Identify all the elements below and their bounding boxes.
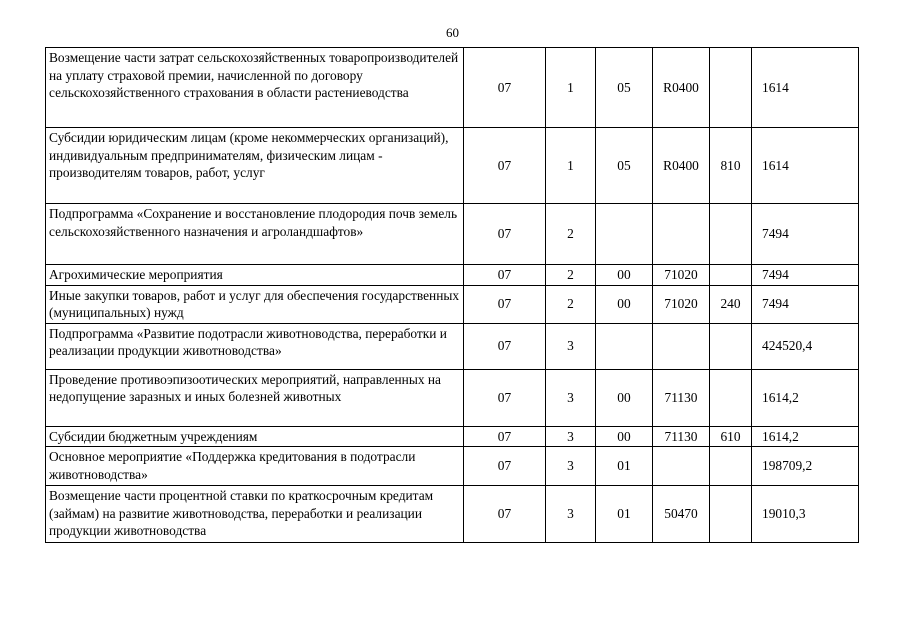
table-row (46, 426, 859, 447)
row-name: Возмещение части затрат сельскохозяйственных товаропроизводителей на уплату страховой премии, начисленной по договору сельскохозяйственного страхования в области растениеводства (46, 48, 464, 128)
target-article-code: 50470 (653, 486, 710, 543)
program-code: 00 (596, 285, 653, 323)
amount: 7494 (752, 265, 859, 286)
section-code: 07 (464, 265, 546, 286)
program-code: 05 (596, 48, 653, 128)
section-code: 07 (464, 128, 546, 204)
subsection-code: 1 (546, 128, 596, 204)
row-name: Подпрограмма «Развитие подотрасли животноводства, переработки и реализации продукции животноводства» (46, 323, 464, 369)
amount: 1614 (752, 48, 859, 128)
amount: 424520,4 (752, 323, 859, 369)
section-code: 07 (464, 447, 546, 486)
target-article-code: 71020 (653, 265, 710, 286)
subsection-code: 3 (546, 447, 596, 486)
subsection-code: 3 (546, 426, 596, 447)
amount: 7494 (752, 285, 859, 323)
row-name: Возмещение части процентной ставки по краткосрочным кредитам (займам) на развитие животноводства, переработки и реализации продукции животноводства (46, 486, 464, 543)
program-code (596, 204, 653, 265)
program-code (596, 323, 653, 369)
expense-type-code: 240 (710, 285, 752, 323)
expense-type-code (710, 486, 752, 543)
row-name: Проведение противоэпизоотических мероприятий, направленных на недопущение заразных и иных болезней животных (46, 369, 464, 426)
expense-type-code (710, 204, 752, 265)
program-code: 00 (596, 369, 653, 426)
table-row (46, 48, 859, 128)
expense-type-code (710, 48, 752, 128)
section-code: 07 (464, 369, 546, 426)
table-row (46, 447, 859, 486)
section-code: 07 (464, 486, 546, 543)
expense-type-code (710, 447, 752, 486)
expense-type-code: 610 (710, 426, 752, 447)
subsection-code: 2 (546, 285, 596, 323)
program-code: 00 (596, 265, 653, 286)
target-article-code: R0400 (653, 128, 710, 204)
subsection-code: 1 (546, 48, 596, 128)
amount: 19010,3 (752, 486, 859, 543)
amount: 1614,2 (752, 426, 859, 447)
target-article-code: 71130 (653, 426, 710, 447)
amount: 7494 (752, 204, 859, 265)
subsection-code: 3 (546, 323, 596, 369)
target-article-code: 71130 (653, 369, 710, 426)
table-row (46, 285, 859, 323)
target-article-code: R0400 (653, 48, 710, 128)
expense-type-code (710, 265, 752, 286)
row-name: Подпрограмма «Сохранение и восстановление плодородия почв земель сельскохозяйственного назначения и агроландшафтов» (46, 204, 464, 265)
target-article-code (653, 323, 710, 369)
row-name: Субсидии бюджетным учреждениям (46, 426, 464, 447)
table-row (46, 323, 859, 369)
budget-table (45, 47, 859, 543)
row-name: Иные закупки товаров, работ и услуг для обеспечения государственных (муниципальных) нужд (46, 285, 464, 323)
subsection-code: 2 (546, 204, 596, 265)
table-row (46, 128, 859, 204)
amount: 1614,2 (752, 369, 859, 426)
table-row (46, 369, 859, 426)
target-article-code: 71020 (653, 285, 710, 323)
row-name: Субсидии юридическим лицам (кроме некоммерческих организаций), индивидуальным предпринимателям, физическим лицам - производителям товаров, работ, услуг (46, 128, 464, 204)
program-code: 00 (596, 426, 653, 447)
page-number: 60 (446, 25, 459, 40)
expense-type-code (710, 369, 752, 426)
subsection-code: 2 (546, 265, 596, 286)
target-article-code (653, 447, 710, 486)
table-row (46, 204, 859, 265)
subsection-code: 3 (546, 486, 596, 543)
section-code: 07 (464, 204, 546, 265)
table-row (46, 265, 859, 286)
program-code: 01 (596, 486, 653, 543)
amount: 198709,2 (752, 447, 859, 486)
section-code: 07 (464, 426, 546, 447)
program-code: 01 (596, 447, 653, 486)
table-row (46, 486, 859, 543)
section-code: 07 (464, 285, 546, 323)
amount: 1614 (752, 128, 859, 204)
program-code: 05 (596, 128, 653, 204)
row-name: Основное мероприятие «Поддержка кредитования в подотрасли животноводства» (46, 447, 464, 486)
section-code: 07 (464, 48, 546, 128)
subsection-code: 3 (546, 369, 596, 426)
row-name: Агрохимические мероприятия (46, 265, 464, 286)
target-article-code (653, 204, 710, 265)
expense-type-code: 810 (710, 128, 752, 204)
expense-type-code (710, 323, 752, 369)
section-code: 07 (464, 323, 546, 369)
